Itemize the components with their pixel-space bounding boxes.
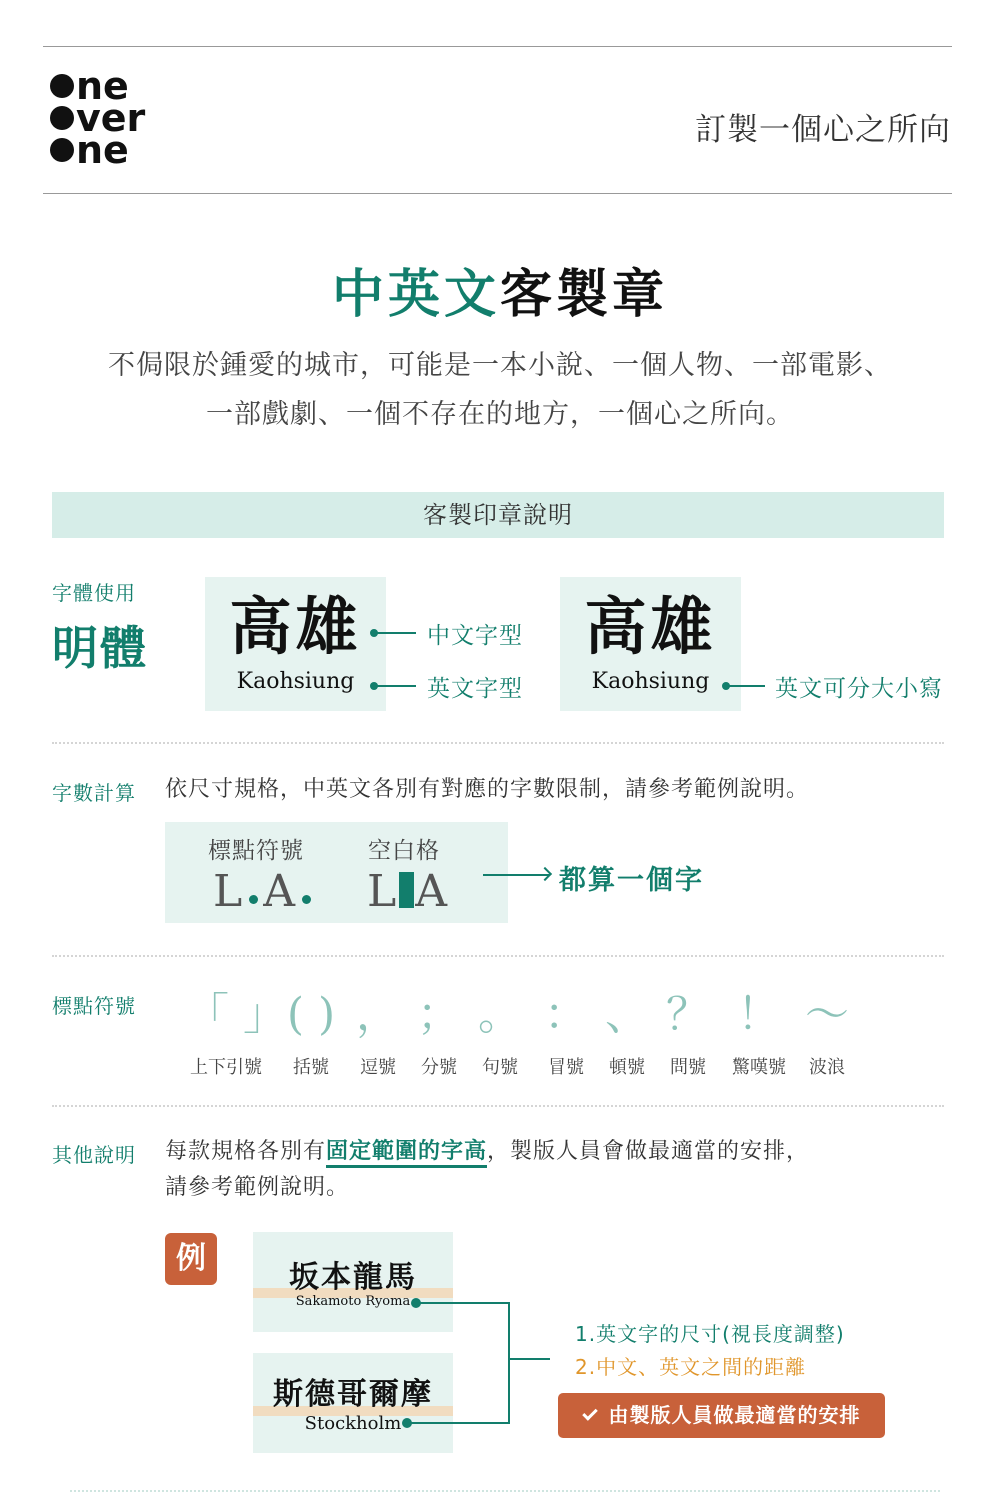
punct-name: 分號 [421, 1057, 457, 1078]
font-name: 明體 [52, 621, 148, 675]
example-card-1 [253, 1232, 453, 1332]
intro-line-1: 不侷限於鍾愛的城市，可能是一本小說、一個人物、一部電影、 [108, 350, 892, 381]
example-english: Sakamoto Ryoma [295, 1294, 411, 1309]
punct-glyph: 「 」 [185, 989, 287, 1040]
point-1: 1.英文字的尺寸(視長度調整) [575, 1322, 845, 1346]
punct-name: 括號 [293, 1057, 329, 1078]
punct-glyph: ； [417, 989, 461, 1040]
brand-logo[interactable] [50, 64, 180, 172]
note-english-font: 英文字型 [427, 676, 523, 702]
section-divider [52, 1105, 944, 1107]
section-banner: 客製印章說明 [52, 492, 944, 538]
punct-item-colon [541, 985, 591, 1079]
sample-la-space [367, 866, 449, 917]
punct-glyph: ？ [666, 989, 710, 1040]
logo-dot [50, 74, 74, 98]
pointer-chinese [373, 632, 416, 634]
logo-line-3: ne [76, 128, 129, 172]
pointer-english [373, 685, 416, 687]
punct-item-quotes [185, 985, 287, 1079]
count-sample-card [165, 822, 508, 923]
font-sample-card-2 [560, 577, 741, 711]
logo-dot [50, 138, 74, 162]
punct-item-tilde [802, 985, 852, 1079]
connector-line [508, 1358, 550, 1360]
example-english: Stockholm [304, 1413, 402, 1434]
top-rule [43, 46, 952, 47]
sample-english: Kaohsiung [591, 669, 710, 694]
sample-chinese: 高雄 [584, 590, 717, 663]
title-black: 客製章 [500, 265, 669, 325]
text-after: ，製版人員會做最適當的安排， [487, 1139, 810, 1164]
example-chinese: 斯德哥爾摩 [273, 1377, 433, 1412]
check-icon [582, 1405, 598, 1421]
punct-name: 波浪 [809, 1057, 845, 1078]
note-case: 英文可分大小寫 [775, 676, 943, 702]
punct-item-period [475, 985, 525, 1079]
punct-glyph: ～ [805, 989, 849, 1040]
title-green: 中英文 [331, 265, 500, 325]
count-section-label: 字數計算 [52, 781, 136, 805]
punct-glyph: 。 [478, 989, 522, 1040]
count-description: 依尺寸規格，中英文各別有對應的字數限制，請參考範例說明。 [165, 777, 810, 802]
punct-item-parentheses [281, 985, 341, 1079]
dot-mark [302, 895, 311, 904]
section-divider [52, 955, 944, 957]
punct-glyph: ， [356, 989, 400, 1040]
sample-la-punct [213, 866, 311, 917]
punct-name: 頓號 [609, 1057, 645, 1078]
punct-item-question [663, 985, 713, 1079]
punct-glyph: ( ) [286, 989, 336, 1040]
connector-line [416, 1302, 510, 1304]
punct-name: 逗號 [360, 1057, 396, 1078]
letter-L: L [213, 866, 245, 917]
logo-line-2: ver [76, 96, 146, 140]
other-description-line1 [165, 1134, 809, 1169]
point-2: 2.中文、英文之間的距離 [575, 1355, 807, 1379]
header-tagline: 訂製一個心之所向 [695, 112, 951, 148]
bottom-divider [70, 1490, 940, 1492]
section-divider [52, 742, 944, 744]
punct-item-semicolon [414, 985, 464, 1079]
arrangement-button[interactable] [558, 1393, 885, 1438]
arrangement-label: 由製版人員做最適當的安排 [608, 1403, 861, 1427]
punct-glyph: 、 [605, 989, 649, 1040]
punct-item-exclamation [728, 985, 790, 1079]
punct-glyph: ： [544, 989, 588, 1040]
punctuation-list [185, 985, 855, 1085]
example-badge: 例 [165, 1233, 217, 1285]
note-chinese-font: 中文字型 [427, 623, 523, 649]
connector-line [407, 1422, 510, 1424]
punct-name: 冒號 [548, 1057, 584, 1078]
font-section-label: 字體使用 [52, 581, 136, 605]
col-space-title: 空白格 [368, 838, 440, 864]
punct-name: 問號 [670, 1057, 706, 1078]
letter-L: L [367, 866, 399, 917]
example-card-2 [253, 1353, 453, 1453]
sample-english: Kaohsiung [236, 669, 355, 694]
other-description-line2: 請參考範例說明。 [165, 1175, 350, 1200]
other-section-label: 其他說明 [52, 1143, 136, 1167]
punct-name: 上下引號 [190, 1057, 262, 1078]
highlight-text: 固定範圍的字高 [326, 1139, 487, 1168]
punct-item-comma [353, 985, 403, 1079]
example-chinese: 坂本龍馬 [289, 1260, 417, 1295]
punct-name: 驚嘆號 [732, 1057, 786, 1078]
space-mark [399, 872, 414, 908]
count-result: 都算一個字 [559, 865, 704, 896]
punct-name: 句號 [482, 1057, 518, 1078]
intro-line-2: 一部戲劇、一個不存在的地方，一個心之所向。 [206, 399, 794, 430]
connector-line [508, 1302, 510, 1424]
punct-item-enumeration-comma [602, 985, 652, 1079]
dot-mark [249, 895, 258, 904]
logo-dot [50, 106, 74, 130]
letter-A: A [263, 866, 297, 917]
letter-A: A [415, 866, 449, 917]
sample-chinese: 高雄 [229, 590, 362, 663]
pointer-case [725, 685, 765, 687]
punct-glyph: ！ [737, 989, 781, 1040]
arrow-right-icon [483, 874, 549, 876]
punct-section-label: 標點符號 [52, 994, 136, 1018]
font-sample-card-1 [205, 577, 386, 711]
logo-line-1: ne [76, 64, 129, 108]
col-punct-title: 標點符號 [208, 838, 304, 864]
header-bottom-rule [43, 193, 952, 194]
text-before: 每款規格各別有 [165, 1139, 327, 1164]
page-title [0, 252, 1000, 327]
